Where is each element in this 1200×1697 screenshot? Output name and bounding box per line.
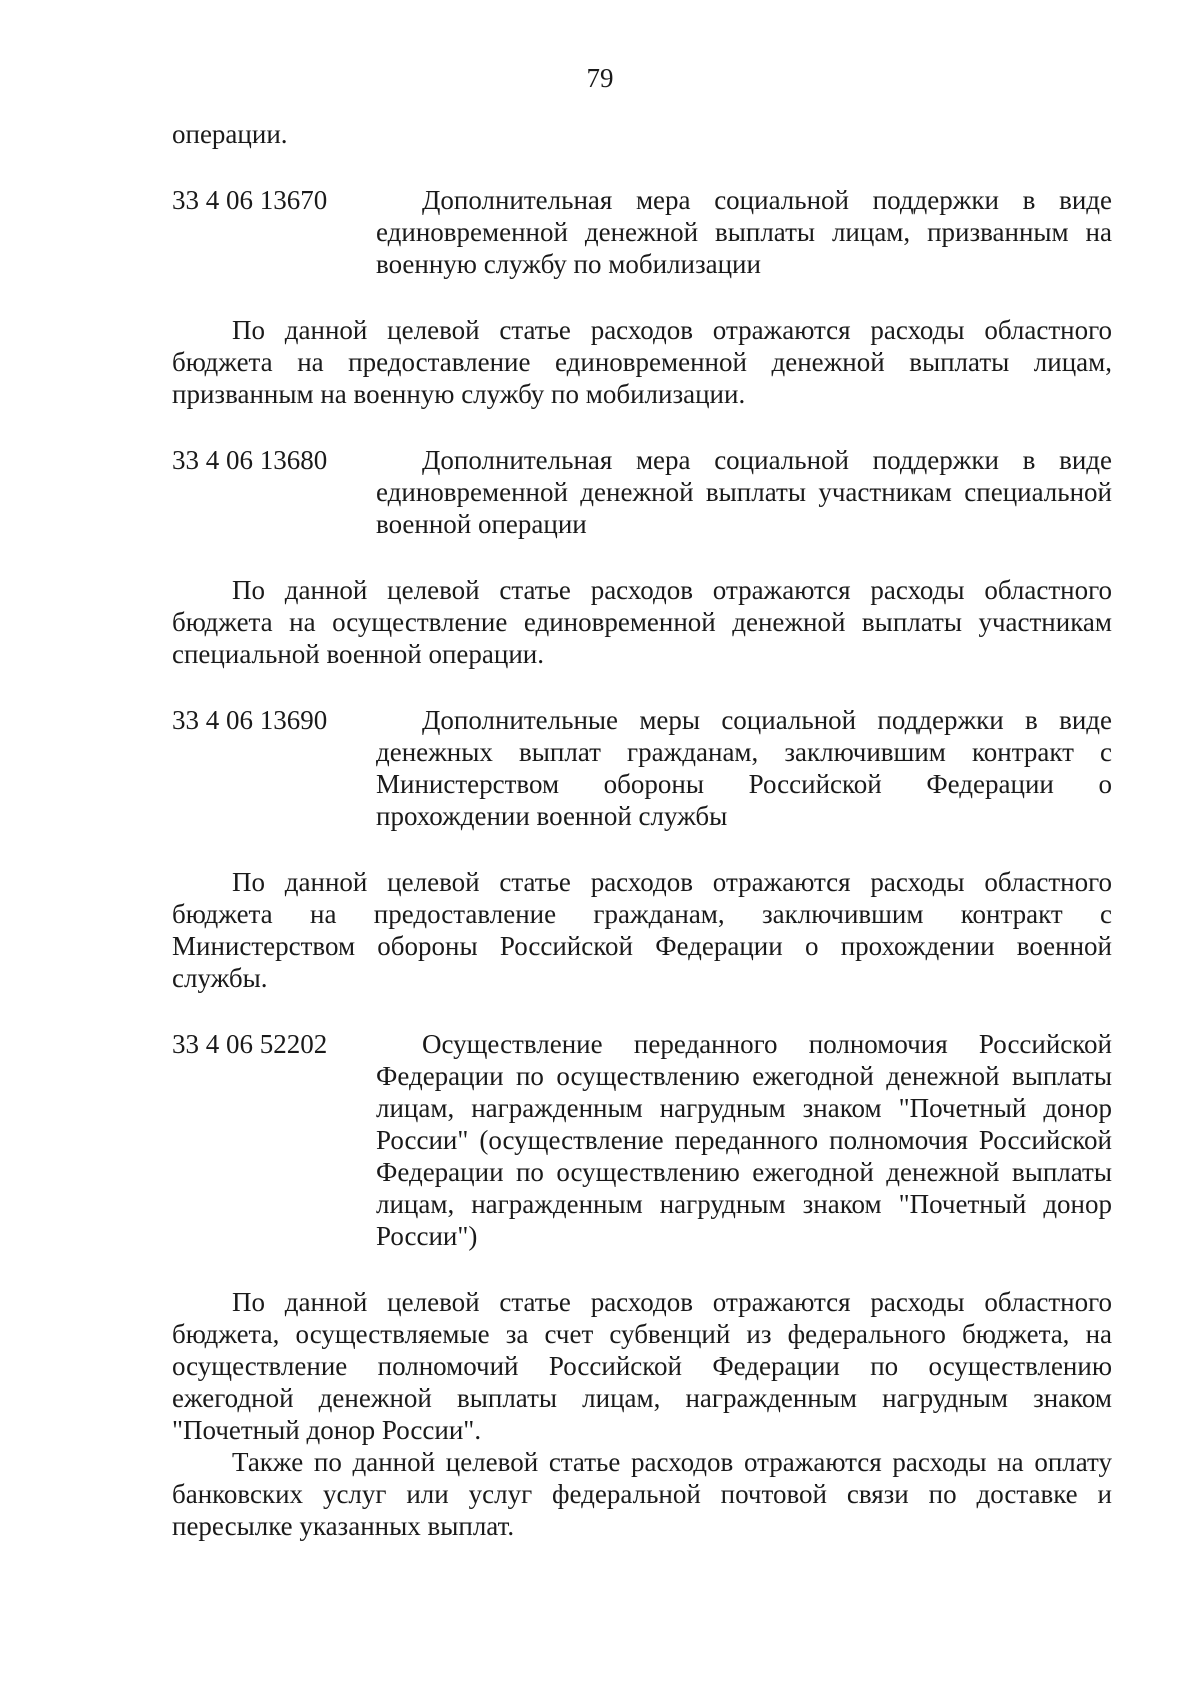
budget-item-code: 33 4 06 13690 [172,705,328,735]
budget-item-description: По данной целевой статье расходов отражаются расходы областного бюджета на осуществление единовременной денежной выплаты участникам специальной военной операции. [172,575,1112,669]
continued-text: операции. [172,119,288,149]
document-body [172,118,1112,1542]
budget-item-entry [172,704,1112,832]
budget-item-description: По данной целевой статье расходов отражаются расходы областного бюджета, осуществляемые за счет субвенций из федерального бюджета, на осуществление полномочий Российской Федерации по осуществлению ежегодной денежной выплаты лицам, награжденным нагрудным знаком "Почетный донор России". [172,1287,1112,1445]
budget-item-entry [172,184,1112,280]
budget-item-entry [172,444,1112,540]
budget-item-description: По данной целевой статье расходов отражаются расходы областного бюджета на предоставление гражданам, заключившим контракт с Министерством обороны Российской Федерации о прохождении военной службы. [172,867,1112,993]
budget-item-title: Дополнительная мера социальной поддержки в виде единовременной денежной выплаты лицам, призванным на военную службу по мобилизации [376,185,1112,279]
budget-item-code: 33 4 06 52202 [172,1029,328,1059]
budget-item-title: Дополнительные меры социальной поддержки в виде денежных выплат гражданам, заключившим контракт с Министерством обороны Российской Федерации о прохождении военной службы [376,705,1112,831]
budget-item-description: По данной целевой статье расходов отражаются расходы областного бюджета на предоставление единовременной денежной выплаты лицам, призванным на военную службу по мобилизации. [172,315,1112,409]
budget-item-entry [172,1028,1112,1252]
budget-item-title: Осуществление переданного полномочия Российской Федерации по осуществлению ежегодной денежной выплаты лицам, награжденным нагрудным знаком "Почетный донор России" (осуществление переданного полномочия Российской Федерации по осуществлению ежегодной денежной выплаты лицам, награжденным нагрудным знаком "Почетный донор России") [376,1029,1112,1251]
budget-item-title: Дополнительная мера социальной поддержки в виде единовременной денежной выплаты участникам специальной военной операции [376,445,1112,539]
budget-item-description: Также по данной целевой статье расходов отражаются расходы на оплату банковских услуг или услуг федеральной почтовой связи по доставке и пересылке указанных выплат. [172,1447,1112,1541]
budget-item-code: 33 4 06 13670 [172,185,328,215]
budget-item-code: 33 4 06 13680 [172,445,328,475]
page-number: 79 [586,63,614,93]
